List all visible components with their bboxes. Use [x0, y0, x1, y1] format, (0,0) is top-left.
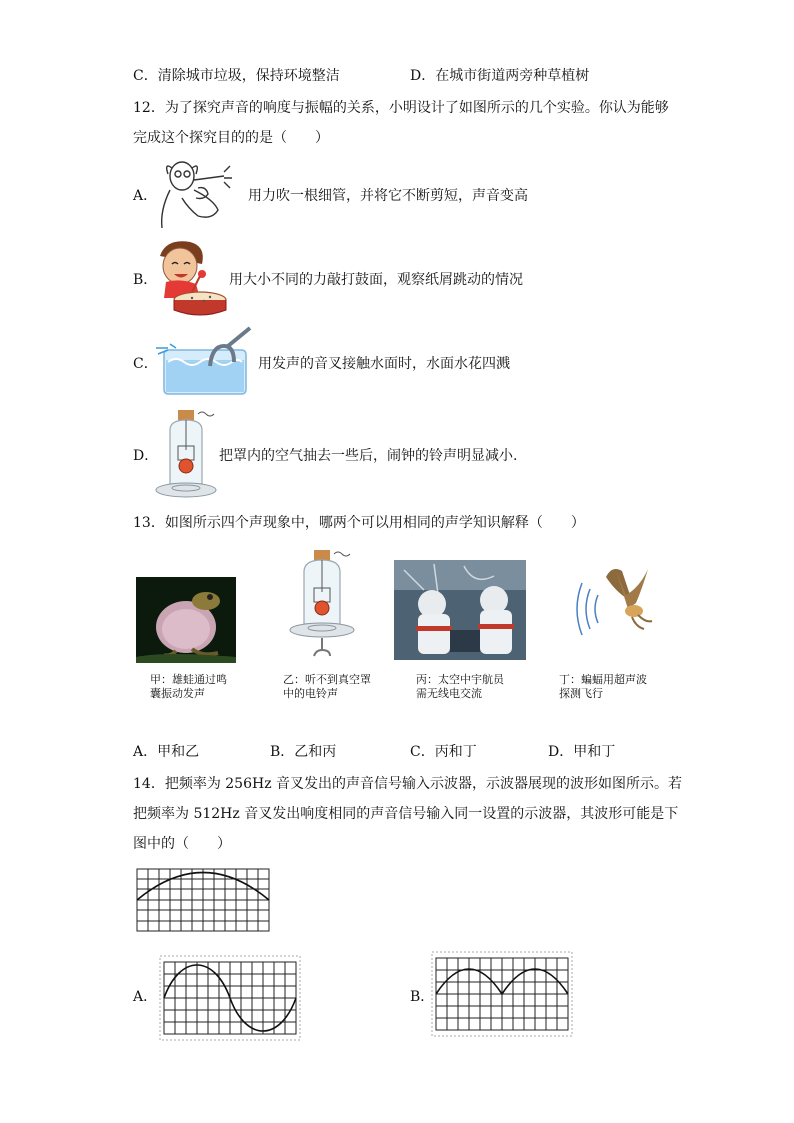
q13-answer-a: A．甲和乙 [133, 744, 200, 760]
q13-answer-d: D．甲和丁 [548, 744, 616, 760]
q13-caption-b-line1: 乙：听不到真空罩 [283, 673, 371, 686]
q14-stem-line2: 把频率为 512Hz 音叉发出响度相同的声音信号输入同一设置的示波器，其波形可能是下 [133, 806, 679, 822]
q12-option-c-letter: C． [133, 356, 158, 372]
q14-stem-line3: 图中的（ ） [133, 836, 231, 852]
bell-jar-illustration [154, 410, 220, 506]
oscilloscope-reference-waveform [137, 869, 273, 933]
q13-caption-d-line1: 丁：蝙蝠用超声波 [559, 673, 647, 686]
q12-stem-line2: 完成这个探究目的的是（ ） [133, 130, 329, 146]
q13-answer-b: B．乙和丙 [270, 744, 337, 760]
q13-stem: 13．如图所示四个声现象中，哪两个可以用相同的声学知识解释（ ） [133, 515, 585, 531]
q13-caption-c-line2: 需无线电交流 [416, 687, 482, 700]
q12-option-a-letter: A． [133, 188, 158, 204]
q13-caption-b-line2: 中的电铃声 [283, 687, 338, 700]
tuning-fork-water-illustration [154, 326, 254, 398]
boy-drumming-illustration [152, 238, 230, 318]
frog-photo [136, 577, 236, 663]
q14-stem-line1: 14．把频率为 256Hz 音叉发出的声音信号输入示波器，示波器展现的波形如图所示。若 [133, 776, 683, 792]
q13-caption-a-line1: 甲：雄蛙通过鸣 [150, 673, 227, 686]
q13-caption-c-line1: 丙：太空中宇航员 [416, 673, 504, 686]
q11-option-d: D．在城市街道两旁种草植树 [410, 68, 590, 84]
q12-stem-line1: 12．为了探究声音的响度与振幅的关系，小明设计了如图所示的几个实验。你认为能够 [133, 100, 669, 116]
astronauts-photo [394, 560, 526, 660]
q14-option-a-letter: A． [133, 989, 158, 1005]
bat-ultrasound-illustration [572, 567, 662, 641]
q12-option-a-text: 用力吹一根细管，并将它不断剪短，声音变高 [248, 188, 528, 204]
oscilloscope-option-b-waveform[interactable] [432, 952, 574, 1038]
q12-option-c-text: 用发声的音叉接触水面时，水面水花四溅 [258, 356, 510, 372]
q11-option-c: C．清除城市垃圾，保持环境整洁 [133, 68, 340, 84]
q13-answer-c: C．丙和丁 [410, 744, 477, 760]
q13-caption-a-line2: 囊振动发声 [150, 687, 205, 700]
q12-option-d-text: 把罩内的空气抽去一些后，闹钟的铃声明显减小. [219, 448, 518, 464]
oscilloscope-option-a-waveform[interactable] [160, 956, 302, 1042]
vacuum-bell-jar-photo [290, 550, 356, 662]
q14-option-b-letter: B． [410, 989, 435, 1005]
q12-option-d-letter: D． [133, 448, 159, 464]
man-blowing-straw-illustration [152, 158, 242, 230]
q13-caption-d-line2: 探测飞行 [559, 687, 603, 700]
q12-option-b-letter: B． [133, 272, 158, 288]
q12-option-b-text: 用大小不同的力敲打鼓面，观察纸屑跳动的情况 [229, 272, 523, 288]
